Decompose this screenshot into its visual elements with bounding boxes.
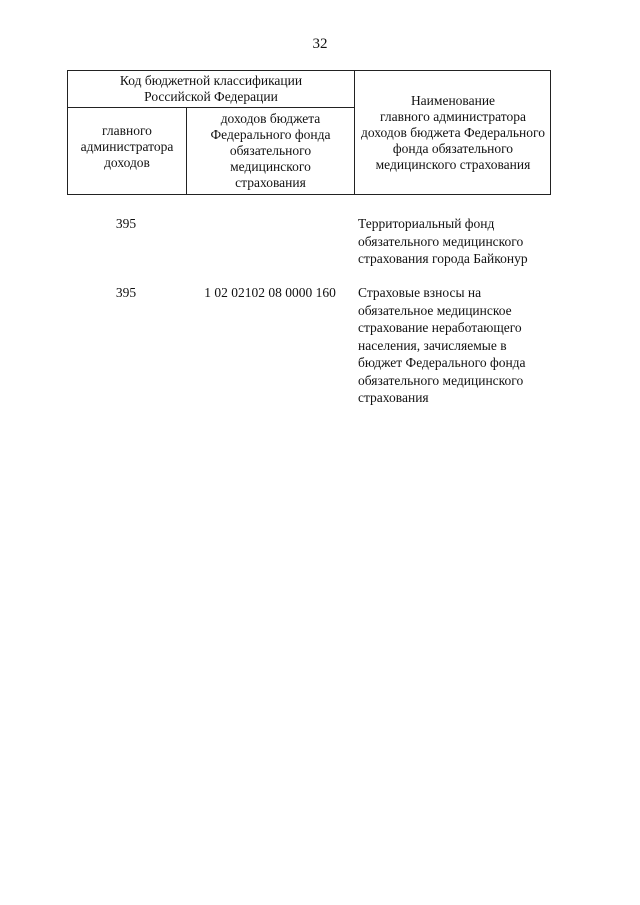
page-number: 32	[312, 36, 328, 52]
row-name-line: обязательное медицинское	[358, 302, 512, 318]
row-name-line: страхования города Байконур	[358, 251, 528, 266]
row-admin-code: 395	[115, 285, 137, 300]
header-col-code-line: страхования	[235, 175, 306, 190]
row-admin-code: 395	[115, 216, 137, 231]
header-col-admin-line: главного	[102, 123, 152, 138]
header-col-name-line: фонда обязательного	[392, 140, 514, 156]
row-name-line: страхование неработающего	[358, 320, 522, 335]
row-name-line: обязательного медицинского	[358, 372, 524, 388]
header-col-admin-line: доходов	[104, 155, 150, 170]
table-row	[67, 215, 551, 271]
row-name-line: страхования	[358, 390, 429, 405]
header-col-name	[355, 71, 551, 194]
header-col-name-line: Наименование	[410, 92, 496, 108]
row-name-line: бюджет Федерального фонда	[358, 355, 526, 370]
header-col-admin-line: администратора	[80, 139, 174, 154]
header-col-name-line: главного администратора	[379, 108, 526, 124]
row-name	[358, 215, 551, 268]
header-col-name-line: медицинского страхования	[375, 156, 531, 172]
table-header	[67, 70, 551, 195]
row-name-line: Территориальный фонд	[358, 216, 495, 231]
header-group-title-line: Российской Федерации	[144, 89, 278, 104]
row-name-line: населения, зачисляемые в	[358, 337, 507, 353]
header-col-code-line: Федерального фонда	[210, 127, 331, 142]
table-row	[67, 284, 551, 409]
row-budget-code: 1 02 02102 08 0000 160	[204, 285, 336, 300]
row-name-line: обязательного медицинского	[358, 233, 524, 249]
header-group-title	[68, 71, 354, 107]
header-divider-vertical	[186, 107, 187, 194]
header-col-admin	[68, 107, 186, 195]
header-divider-horizontal	[68, 107, 354, 108]
header-col-name-line: доходов бюджета Федерального	[361, 124, 545, 140]
header-divider-vertical	[354, 71, 355, 194]
header-col-code-line: доходов бюджета	[220, 111, 321, 126]
row-name-line: Страховые взносы на	[358, 285, 482, 300]
header-col-code-line: обязательного	[229, 143, 312, 158]
header-col-code	[187, 107, 354, 195]
header-group-title-line: Код бюджетной классификации	[119, 73, 303, 88]
row-name	[358, 284, 551, 407]
header-col-code-line: медицинского	[230, 159, 311, 174]
